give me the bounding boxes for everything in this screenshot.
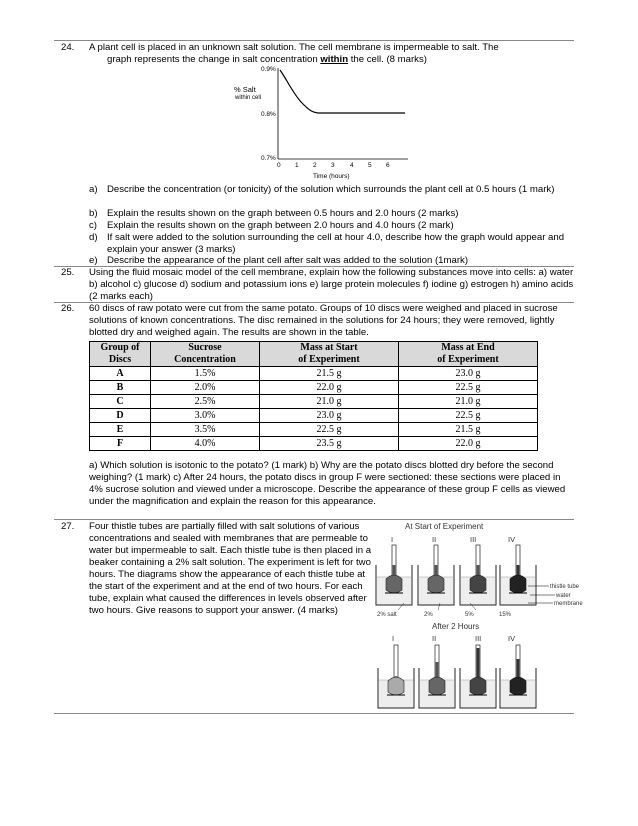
question-24-number: 24.	[61, 42, 75, 53]
group-cell: B	[90, 381, 151, 395]
mass-start-cell: 21.0 g	[260, 395, 399, 409]
concentration-label-4: 15%	[499, 612, 512, 618]
header-group-line2: Discs	[108, 354, 132, 365]
group-cell: C	[90, 395, 151, 409]
q24-part-d-text: If salt were added to the solution surrounding the cell at hour 4.0, describe how the graph would appear and explain your answer (3 marks)	[107, 232, 565, 255]
tube-label-2-start: II	[432, 535, 437, 544]
question-24-line1: A plant cell is placed in an unknown salt solution. The cell membrane is impermeable to salt. The	[89, 42, 499, 53]
mass-start-cell: 23.5 g	[260, 437, 399, 451]
legend-water: water	[556, 593, 571, 599]
graph-xtick-6: 6	[386, 162, 390, 169]
concentration-cell: 2.0%	[151, 381, 260, 395]
graph-xtick-1: 1	[295, 162, 299, 169]
mass-start-cell: 22.0 g	[260, 381, 399, 395]
q24-part-a-label: a)	[89, 184, 98, 195]
group-cell: F	[90, 437, 151, 451]
after-tube-2	[419, 645, 455, 708]
tube-label-1-after: I	[392, 634, 395, 643]
diagram-title-after: After 2 Hours	[432, 622, 480, 631]
mass-end-cell: 21.5 g	[399, 423, 538, 437]
concentration-cell: 4.0%	[151, 437, 260, 451]
tube-label-1-start: I	[391, 535, 394, 544]
question-26-followup: a) Which solution is isotonic to the potato? (1 mark) b) Why are the potato discs blotted dry before the second weighing? (1 mark) c) After 24 hours, the potato discs in group F were sectioned: these sections were placed in 4% sucrose solution and viewed under a microscope. Describe the appearance of these group F cells as viewed under the magnification and explain the reason for this appearance.	[89, 460, 566, 507]
header-mass-start-line1: Mass at Start	[300, 342, 358, 353]
mass-start-cell: 23.0 g	[260, 409, 399, 423]
question-25-number: 25.	[61, 267, 75, 278]
header-group-line1: Group of	[100, 342, 140, 353]
after-tube-1	[378, 645, 414, 708]
concentration-cell: 3.5%	[151, 423, 260, 437]
after-tube-4	[500, 645, 536, 708]
legend-membrane: membrane	[554, 601, 583, 607]
graph-ytick-2: 0.7%	[261, 155, 276, 162]
question-27-text: Four thistle tubes are partially filled with salt solutions of various concentrations and sealed with membranes that are permeable to water but impermeable to salt. Each thistle tube is then placed in a beaker containing a 2% salt solution. The experiment is left for two hours. The diagrams show the appearance of each thistle tube at the start of the experiment and at the end of two hours. For each tube, explain what caused the differences in levels observed after two hours. Give reasons to support your answer. (4 marks)	[89, 521, 372, 616]
mass-start-cell: 21.5 g	[260, 367, 399, 381]
mass-end-cell: 21.0 g	[399, 395, 538, 409]
start-tube-2	[418, 545, 454, 605]
graph-ytick-0: 0.9%	[261, 66, 276, 73]
tube-label-3-start: III	[470, 535, 477, 544]
graph-ylabel-1: % Salt	[234, 85, 256, 94]
group-cell: A	[90, 367, 151, 381]
q24-part-b-text: Explain the results shown on the graph between 0.5 hours and 2.0 hours (2 marks)	[107, 208, 459, 219]
graph-xtick-0: 0	[277, 162, 281, 169]
graph-ylabel-2: within cell	[235, 95, 262, 101]
divider-bottom	[54, 713, 574, 714]
header-mass-end-line1: Mass at End	[441, 342, 495, 353]
after-tube-3	[460, 645, 496, 708]
tube-label-3-after: III	[475, 634, 482, 643]
concentration-label-2: 2%	[424, 612, 433, 618]
mass-end-cell: 22.5 g	[399, 381, 538, 395]
mass-end-cell: 22.5 g	[399, 409, 538, 423]
question-24-line2-end: the cell. (8 marks)	[348, 54, 427, 65]
header-concentration-line2: Concentration	[174, 354, 236, 365]
question-24-emphasis: within	[320, 54, 349, 65]
start-tube-1	[376, 545, 412, 605]
question-27-number: 27.	[61, 521, 75, 532]
concentration-cell: 2.5%	[151, 395, 260, 409]
q24-part-a-text: Describe the concentration (or tonicity) of the solution which surrounds the plant cell at 0.5 hours (1 mark)	[107, 184, 555, 195]
tube-label-2-after: II	[432, 634, 437, 643]
start-tube-3	[460, 545, 496, 605]
mass-start-cell: 22.5 g	[260, 423, 399, 437]
legend-thistle-tube: thistle tube	[550, 584, 580, 590]
mass-end-cell: 22.0 g	[399, 437, 538, 451]
q24-part-d-label: d)	[89, 232, 98, 243]
group-cell: D	[90, 409, 151, 423]
graph-xlabel: Time (hours)	[313, 173, 350, 180]
tube-label-4-start: IV	[508, 535, 516, 544]
question-26-number: 26.	[61, 303, 75, 314]
q24-part-c-text: Explain the results shown on the graph between 2.0 hours and 4.0 hours (2 mark)	[107, 220, 454, 231]
graph-xtick-3: 3	[331, 162, 335, 169]
graph-xtick-4: 4	[350, 162, 354, 169]
diagram-title-start: At Start of Experiment	[405, 522, 484, 531]
mass-end-cell: 23.0 g	[399, 367, 538, 381]
question-26-text: 60 discs of raw potato were cut from the same potato. Groups of 10 discs were weighed and placed in sucrose solutions of known concentrations. The disc remained in the solutions for 24 hours; they were removed, lightly blotted dry and weighed again. The results are shown in the table.	[89, 303, 558, 338]
header-concentration-line1: Sucrose	[188, 342, 222, 353]
header-mass-start-line2: of Experiment	[298, 354, 360, 365]
graph-xtick-5: 5	[368, 162, 372, 169]
concentration-cell: 1.5%	[151, 367, 260, 381]
q24-part-e-label: e)	[89, 255, 98, 266]
concentration-cell: 3.0%	[151, 409, 260, 423]
graph-ytick-1: 0.8%	[261, 111, 276, 118]
q24-part-e-text: Describe the appearance of the plant cell after salt was added to the solution (1mark)	[107, 255, 469, 266]
graph-xtick-2: 2	[313, 162, 317, 169]
concentration-label-1: 2% salt	[377, 612, 397, 618]
header-mass-end-line2: of Experiment	[437, 354, 499, 365]
start-tube-4	[500, 545, 536, 605]
question-24-line2-text: graph represents the change in salt concentration	[107, 54, 321, 65]
question-25-text: Using the fluid mosaic model of the cell membrane, explain how the following substances move into cells: a) water b) alcohol c) glucose d) sodium and potassium ions e) large protein molecules f) iodine g) estrogen h) amino acids (2 marks each)	[89, 267, 574, 302]
tube-label-4-after: IV	[508, 634, 516, 643]
concentration-label-3: 5%	[465, 612, 474, 618]
q24-part-b-label: b)	[89, 208, 98, 219]
q24-part-c-label: c)	[89, 220, 97, 231]
group-cell: E	[90, 423, 151, 437]
